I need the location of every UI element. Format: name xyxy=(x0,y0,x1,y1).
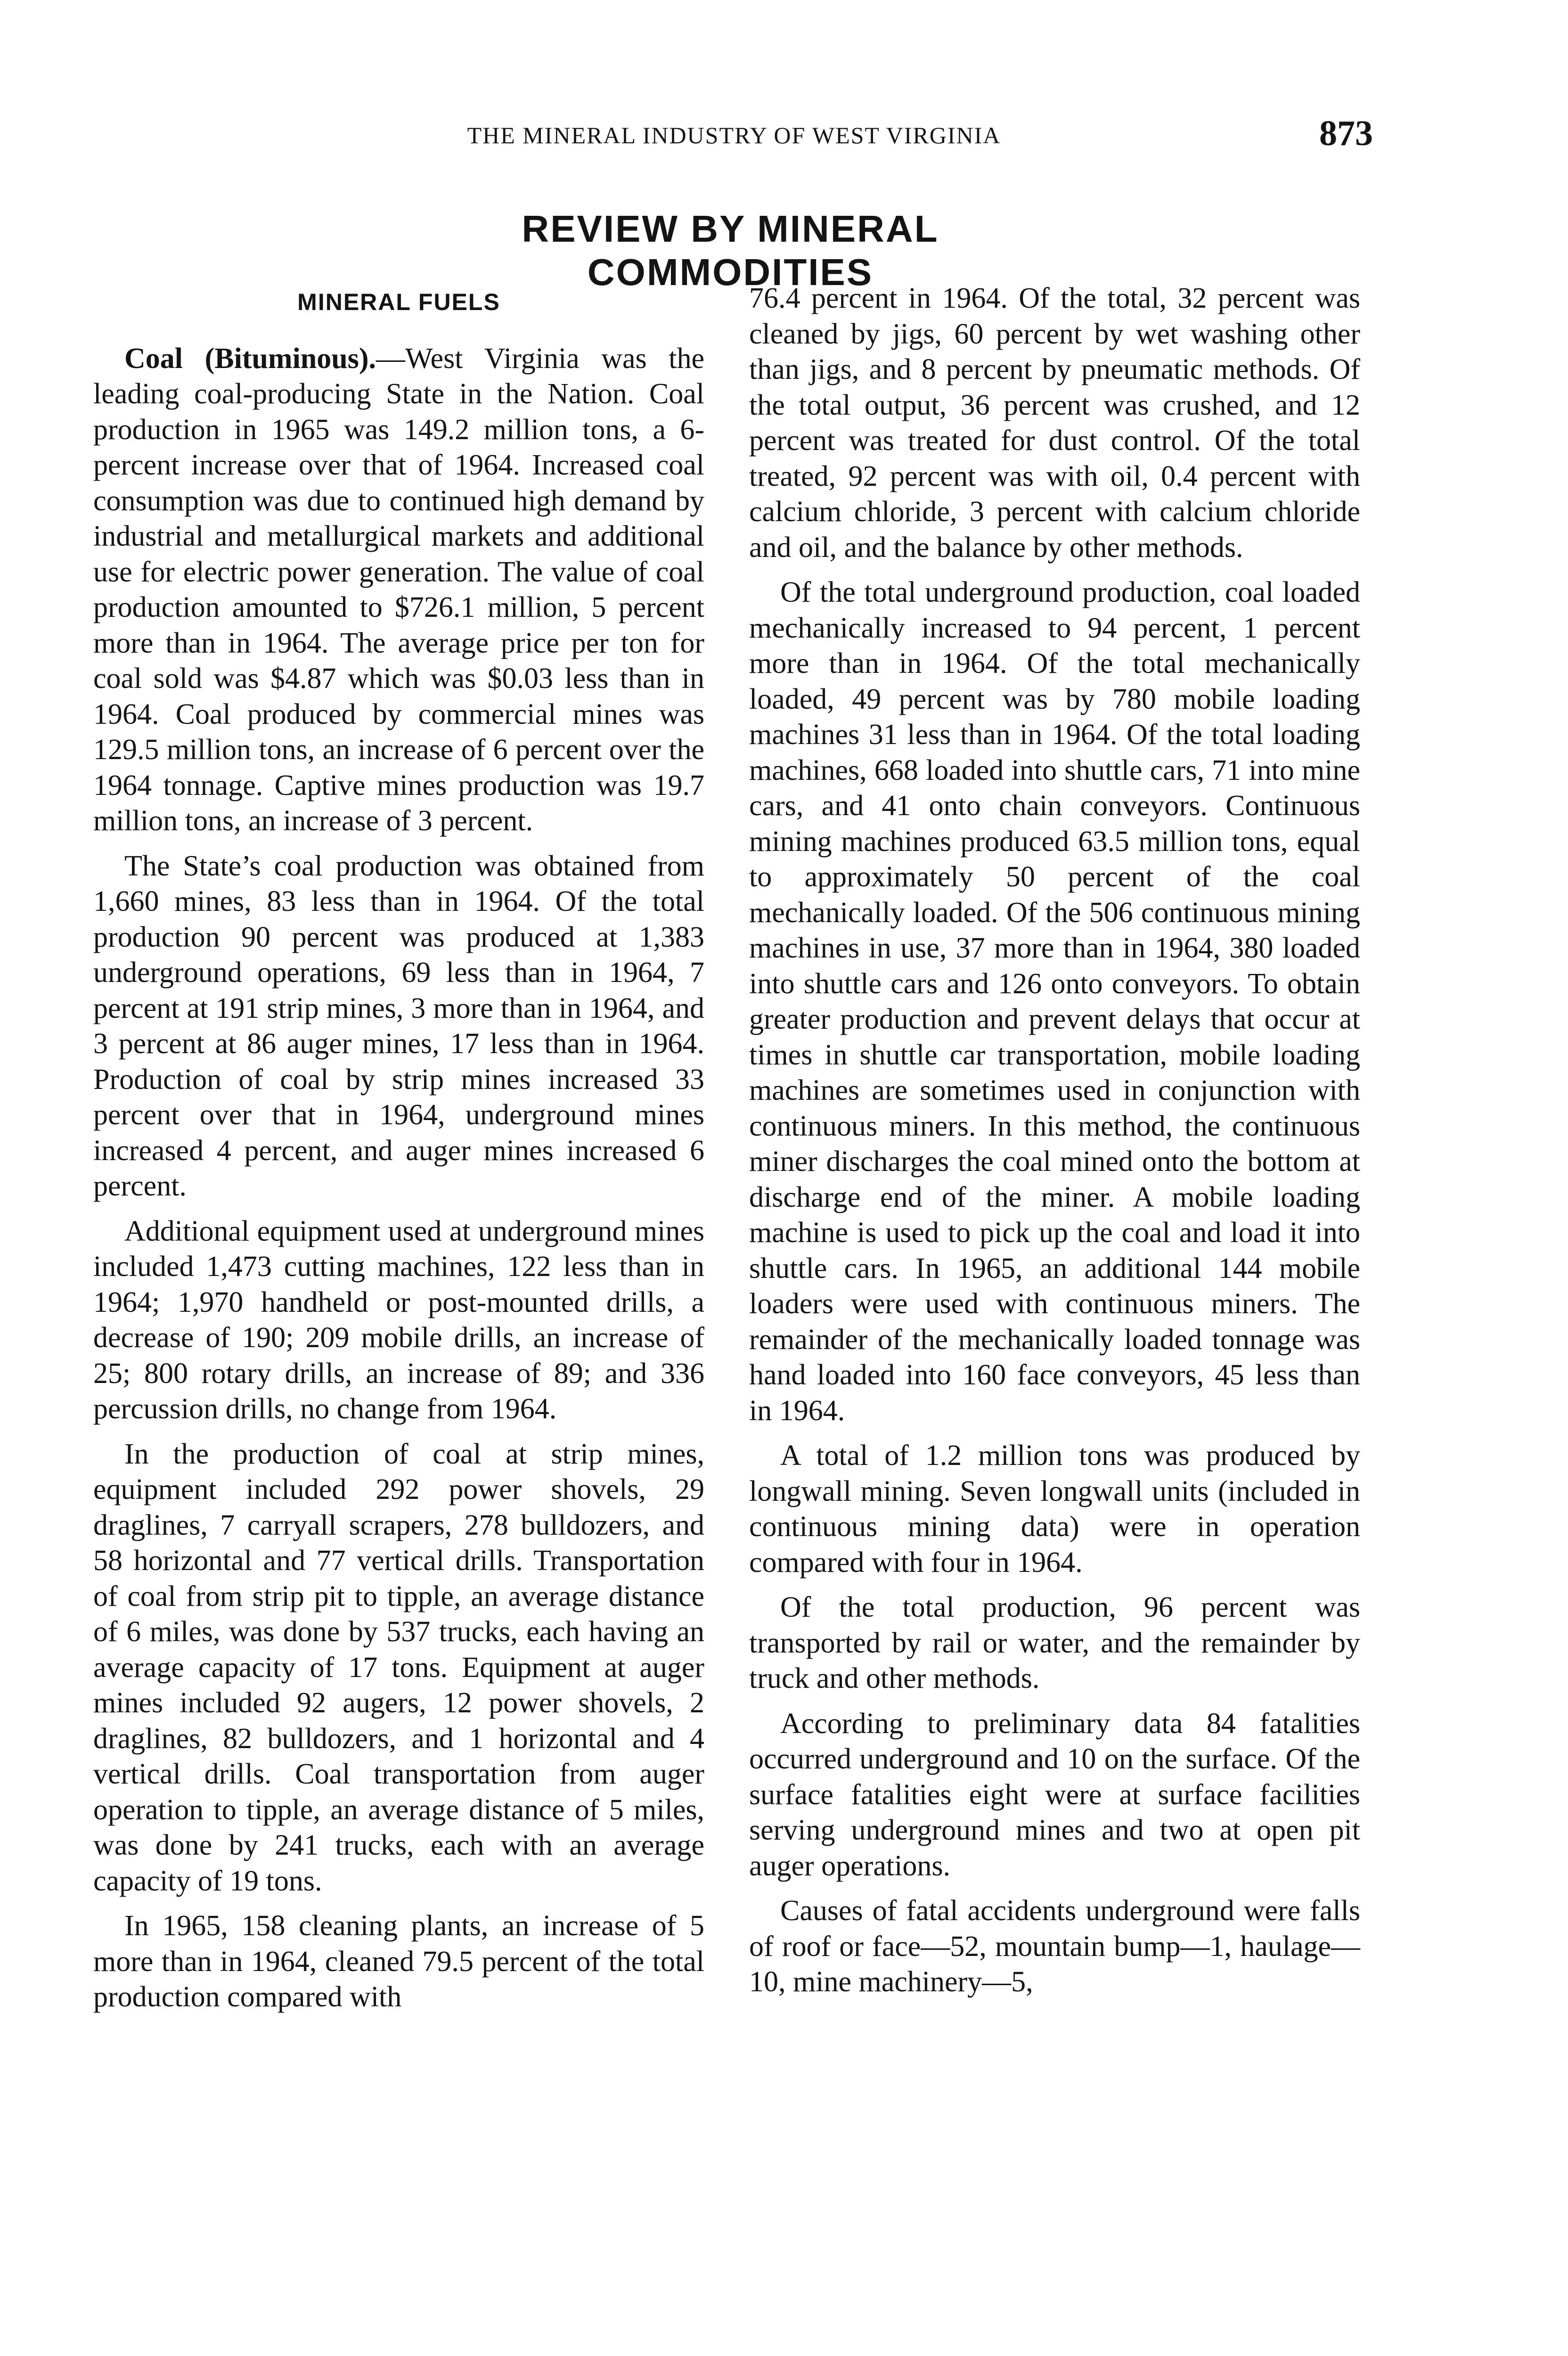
paragraph: In the production of coal at strip mines, equipment included 292 power shovels, 29 draglines, 7 carryall scrapers, 278 bulldozers, and 58 horizontal and 77 vertical drills. Transportation of coal from strip pit to tipple, an average distance of 6 miles, was done by 537 trucks, each having an average capacity of 17 tons. Equipment at auger mines included 92 augers, 12 power shovels, 2 draglines, 82 bulldozers, and 1 horizontal and 4 vertical drills. Coal transportation from auger operation to tipple, an average distance of 5 miles, was done by 241 trucks, each with an average capacity of 19 tons. xyxy=(93,1438,704,1897)
running-head: THE MINERAL INDUSTRY OF WEST VIRGINIA xyxy=(467,122,1001,148)
paragraph: Additional equipment used at underground mines included 1,473 cutting machines, 122 less than in 1964; 1,970 handheld or post-mounted drills, a decrease of 190; 209 mobile drills, an increase of 25; 800 rotary drills, an increase of 89; and 336 percussion drills, no change from 1964. xyxy=(93,1215,704,1425)
paragraph: Of the total production, 96 percent was transported by rail or water, and the remainder by truck and other methods. xyxy=(749,1591,1360,1694)
paragraph: According to preliminary data 84 fatalities occurred underground and 10 on the surface. Of the surface fatalities eight were at surface facilities serving underground mines and two at open pit auger operations. xyxy=(749,1707,1360,1882)
section-title: REVIEW BY MINERAL COMMODITIES xyxy=(522,208,939,293)
subsection-heading: MINERAL FUELS xyxy=(297,289,500,315)
page-number: 873 xyxy=(1319,114,1373,153)
paragraph xyxy=(93,341,704,839)
paragraph: In 1965, 158 cleaning plants, an increase of 5 more than in 1964, cleaned 79.5 percent of the total production compared with xyxy=(93,1910,704,2013)
paragraph: Causes of fatal accidents underground were falls of roof or face—52, mountain bump—1, haulage—10, mine machinery—5, xyxy=(749,1895,1360,1998)
paragraph: A total of 1.2 million tons was produced by longwall mining. Seven longwall units (included in continuous mining data) were in operation compared with four in 1964. xyxy=(749,1440,1360,1579)
run-in-heading: Coal (Bituminous). xyxy=(124,342,376,375)
left-column xyxy=(93,278,704,2025)
right-column xyxy=(749,281,1360,2010)
paragraph-text: —West Virginia was the leading coal-producing State in the Nation. Coal production in 1965 was 149.2 million tons, a 6-percent increase over that of 1964. Increased coal consumption was due to continued high demand by industrial and metallurgical markets and additional use for electric power generation. The value of coal production amounted to $726.1 million, 5 percent more than in 1964. The average price per ton for coal sold was $4.87 which was $0.03 less than in 1964. Coal produced by commercial mines was 129.5 million tons, an increase of 6 percent over the 1964 tonnage. Captive mines production was 19.7 million tons, an increase of 3 percent. xyxy=(93,342,705,837)
paragraph: The State’s coal production was obtained from 1,660 mines, 83 less than in 1964. Of the total production 90 percent was produced at 1,383 underground operations, 69 less than in 1964, 7 percent at 191 strip mines, 3 more than in 1964, and 3 percent at 86 auger mines, 17 less than in 1964. Production of coal by strip mines increased 33 percent over that in 1964, underground mines increased 4 percent, and auger mines increased 6 percent. xyxy=(93,850,704,1202)
paragraph-continuation: 76.4 percent in 1964. Of the total, 32 percent was cleaned by jigs, 60 percent by wet washing other than jigs, and 8 percent by pneumatic methods. Of the total output, 36 percent was crushed, and 12 percent was treated for dust control. Of the total treated, 92 percent was with oil, 0.4 percent with calcium chloride, 3 percent with calcium chloride and oil, and the balance by other methods. xyxy=(749,282,1360,564)
paragraph: Of the total underground production, coal loaded mechanically increased to 94 percent, 1 percent more than in 1964. Of the total mechanically loaded, 49 percent was by 780 mobile loading machines 31 less than in 1964. Of the total loading machines, 668 loaded into shuttle cars, 71 into mine cars, and 41 onto chain conveyors. Continuous mining machines produced 63.5 million tons, equal to approximately 50 percent of the coal mechanically loaded. Of the 506 continuous mining machines in use, 37 more than in 1964, 380 loaded into shuttle cars and 126 onto conveyors. To obtain greater production and prevent delays that occur at times in shuttle car transportation, mobile loading machines are sometimes used in conjunction with continuous miners. In this method, the continuous miner discharges the coal mined onto the bottom at discharge end of the miner. A mobile loading machine is used to pick up the coal and load it into shuttle cars. In 1965, an additional 144 mobile loaders were used with continuous miners. The remainder of the mechanically loaded tonnage was hand loaded into 160 face conveyors, 45 less than in 1964. xyxy=(749,576,1360,1427)
